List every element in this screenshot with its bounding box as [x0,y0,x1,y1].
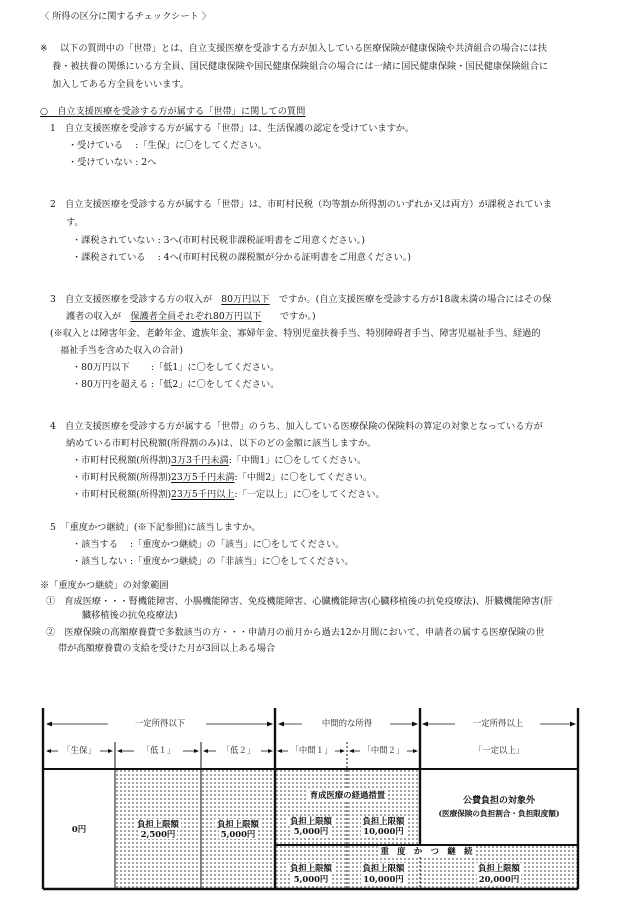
q4-option-1-pre: ・市町村民税額(所得割) [72,455,172,466]
q4-option-3-amount: 23万5千円以上 [171,489,235,500]
q4-option-1 [72,456,366,467]
tei1-amount: 2,500円 [140,829,176,839]
scope-item-1-line-1: ① 育成医療・・・腎機能障害、小腸機能障害、免疫機能障害、心臓機能障害(心臓移植後の抗免疫療法)、肝臓機能障害(肝 [46,596,553,607]
tei1-cell [115,769,201,889]
q2-line-2: す。 [66,217,84,228]
juudo-chukan2-cell [347,860,420,887]
q4-option-3 [72,490,385,501]
q1-option-1: ・受けている :「生保」に〇をしてください。 [68,140,267,151]
q4-option-3-post: :「一定以上」に〇をしてください。 [234,489,385,500]
juudo-chukan1-amount: 5,000円 [293,873,329,884]
note-line-3: 加入してある方全員をいいます。 [52,79,190,90]
ikusei-chukan2-cell [347,812,420,840]
q3-note-1: (※収入とは障害年金、老齢年金、遺族年金、寡婦年金、特別児童扶養手当、特別障碍者手当、障害児福祉手当、経過的 [50,328,541,339]
q3-note-2: 福祉手当を含めた収入の合計) [60,345,184,356]
scope-item-2-line-2: 帯が高額療養費の支給を受けた月が3回以上ある場合 [58,643,276,654]
q4-line-1: 4 自立支援医療を受診する方が属する「世帯」のうち、加入している医療保険の保険料の算定の対象となっている方が [50,421,543,432]
group-low-label: 一定所得以下 [134,718,186,728]
q3-line-1 [50,295,551,306]
q2-option-2: ・課税されている : 4へ(市町村民税の課税額が分かる証明書をご用意ください。) [72,252,411,263]
ikusei-chukan2-amount: 10,000円 [363,826,404,836]
ikusei-chukan1-amount: 5,000円 [293,826,329,836]
q3-line-1-b: ですか。(自立支援医療を受診する方が18歳未満の場合にはその保 [269,294,552,305]
juudo-title-cell [275,846,578,857]
q4-option-2-pre: ・市町村民税額(所得割) [72,472,172,483]
juudo-ittei-amount: 20,000円 [478,873,520,884]
juudo-chukan1-label: 負担上限額 [290,863,332,874]
q4-option-1-post: :「中間1」に〇をしてください。 [228,455,367,466]
category-chukan1: 「中間１」 [290,745,333,755]
q5-text: 5 「重度かつ継続」(※下記参照)に該当しますか。 [50,522,261,533]
juudo-ittei-cell [420,860,578,887]
scope-title: ※「重度かつ継続」の対象範囲 [40,580,169,591]
seiho-amount: 0円 [71,823,87,834]
q4-option-2 [72,473,372,484]
outside-title: 公費負担の対象外 [462,795,535,806]
note-line-1: 以下の質問中の「世帯」とは、自立支援医療を受診する方が加入している医療保険が健康保険や共済組合の場合には扶 [60,43,547,54]
q2-line-1: 2 自立支援医療を受診する方が属する「世帯」は、市町村民税（均等割か所得割のいずれか又は両方）が課税されていま [50,199,552,210]
q5-option-1: ・該当する :「重度かつ継続」の「該当」に〇をしてください。 [72,539,345,550]
category-chukan2: 「中間２」 [362,745,405,755]
q3-option-2: ・80万円を超える :「低2」に〇をしてください。 [72,379,280,390]
outside-subtitle: (医療保険の負担割合・負担限度額) [438,809,560,819]
q1-text: 1 自立支援医療を受診する方が属する「世帯」は、生活保護の認定を受けていますか。 [50,123,415,134]
q3-line-1-a: 3 自立支援医療を受診する方の収入が [50,294,222,305]
juudo-chukan2-label: 負担上限額 [362,863,405,874]
scope-item-1-line-2: 臓移植後の抗免疫療法) [82,610,178,621]
q3-threshold: 80万円以下 [221,294,270,305]
category-seiho: 「生保」 [62,745,96,755]
group-mid-label: 中間的な所得 [321,718,373,728]
ikusei-chukan2-label: 負担上限額 [362,815,405,826]
juudo-chukan2-amount: 10,000円 [363,873,404,884]
q4-option-2-post: :「中間2」に〇をしてください。 [234,472,373,483]
seiho-cell [43,769,115,889]
ikusei-chukan1-cell [275,812,347,840]
tei2-limit-label: 負担上限額 [217,818,259,829]
q1-option-2: ・受けていない : 2へ [68,157,157,168]
note-line-2: 養・被扶養の関係にいる方全員、国民健康保険や国民健康保険組合の場合には一緒に国民健康保険・国民健康保険組合に [52,61,549,72]
q5-option-2: ・該当しない :「重度かつ継続」の「非該当」に〇をしてください。 [72,556,354,567]
ikusei-title: 育成医療の経過措置 [309,789,386,800]
q4-option-1-amount: 3万3千円未満 [171,455,229,466]
category-tei1: 「低１」 [141,745,176,755]
category-ittei: 「一定以上」 [473,745,525,755]
note-mark: ※ [40,43,48,54]
page-title: 〈 所得の区分に関するチェックシート 〉 [40,11,211,22]
tei2-amount: 5,000円 [220,829,256,839]
q4-option-2-amount: 23万5千円未満 [171,472,235,483]
q3-line-2 [66,312,316,323]
ikusei-title-cell [275,788,420,802]
q3-guardian-threshold: 保護者全員それぞれ80万円以下 [130,311,262,322]
category-tei2: 「低２」 [221,745,256,755]
juudo-chukan1-cell [275,860,347,887]
group-high-label: 一定所得以上 [472,718,524,728]
juudo-ittei-label: 負担上限額 [478,863,520,874]
tei1-limit-label: 負担上限額 [137,818,179,829]
ikusei-chukan1-label: 負担上限額 [290,815,332,826]
q3-line-2-a: 護者の収入が [66,311,131,322]
q4-line-2: 納めている市町村民税額(所得割のみ)は、以下のどの金額に該当しますか。 [66,438,377,449]
scope-item-2-line-1: ② 医療保険の高額療養費で多数該当の方・・・申請月の前月から過去12か月間において、申請者の属する医療保険の世 [46,627,545,638]
outside-cell [420,769,578,845]
q3-option-1: ・80万円以下 :「低1」に〇をしてください。 [72,362,280,373]
q2-option-1: ・課税されていない : 3へ(市町村民税非課税証明書をご用意ください。) [72,235,365,246]
q4-option-3-pre: ・市町村民税額(所得割) [72,489,172,500]
tei2-cell [201,769,275,889]
section-title: ○ 自立支援医療を受診する方が属する「世帯」に関しての質問 [40,106,306,117]
q3-line-2-b: ですか。) [261,311,316,322]
juudo-title: 重 度 か つ 継 続 [380,846,473,857]
